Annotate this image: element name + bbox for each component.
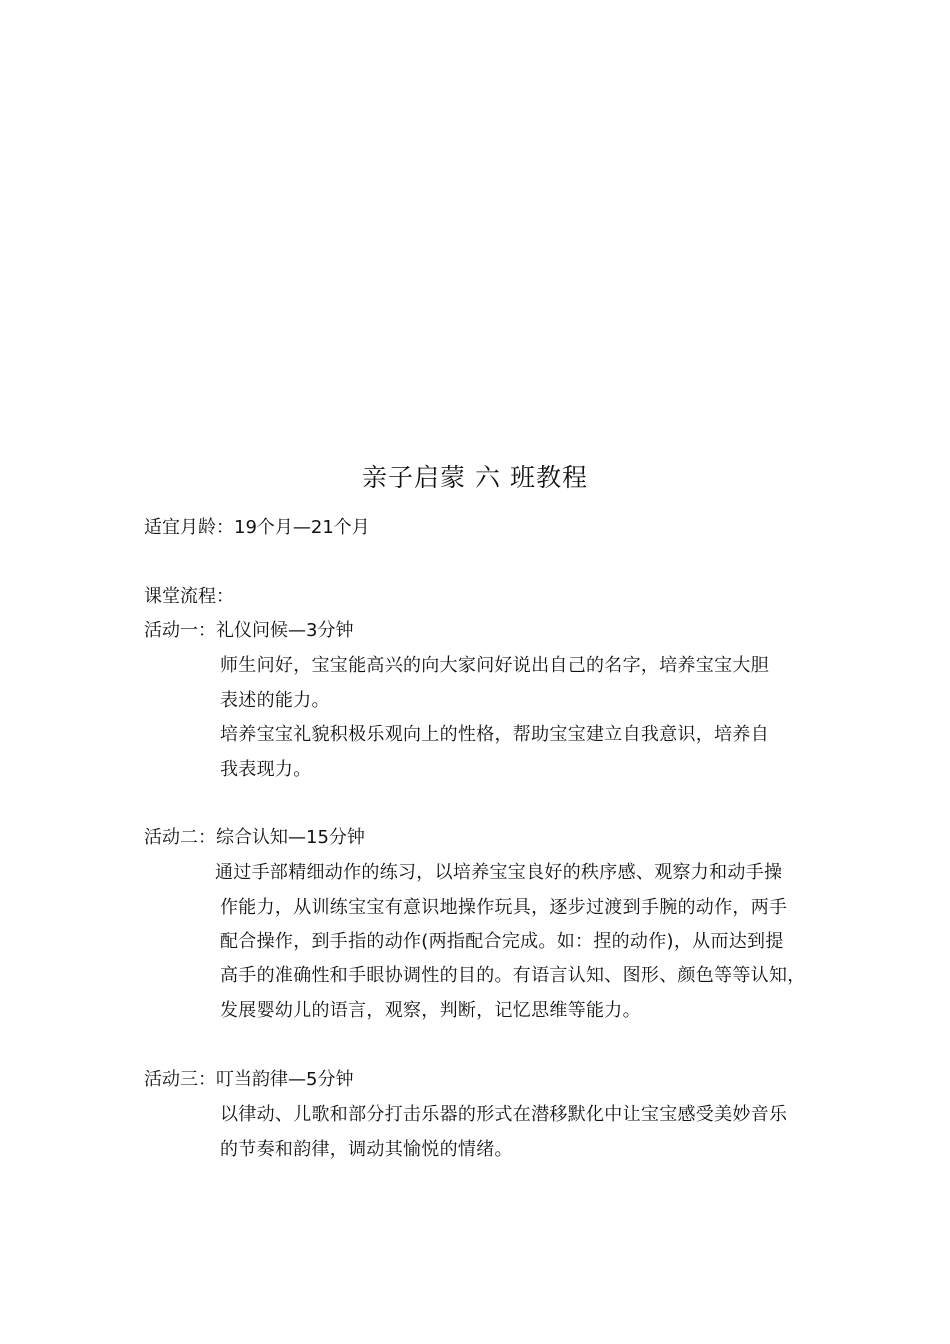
activity-2-line-4: 高手的准确性和手眼协调性的目的。有语言认知、图形、颜色等等认知， xyxy=(220,965,806,986)
activity-1-line-2: 表述的能力。 xyxy=(220,690,330,711)
activity-2-line-2: 作能力，从训练宝宝有意识地操作玩具，逐步过渡到手腕的动作，两手 xyxy=(220,897,788,918)
activity-3-line-2: 的节奏和韵律，调动其愉悦的情绪。 xyxy=(220,1139,513,1160)
activity-2-line-5: 发展婴幼儿的语言，观察，判断，记忆思维等能力。 xyxy=(220,1000,641,1021)
activity-1-heading: 活动一：礼仪问候—3分钟 xyxy=(144,620,354,641)
activity-3-line-1: 以律动、儿歌和部分打击乐器的形式在潜移默化中让宝宝感受美妙音乐 xyxy=(220,1104,788,1125)
age-range-line: 适宜月龄：19个月—21个月 xyxy=(144,517,370,538)
activity-1-line-4: 我表现力。 xyxy=(220,759,312,780)
activity-3-heading: 活动三：叮当韵律—5分钟 xyxy=(144,1069,354,1090)
activity-2-line-1: 通过手部精细动作的练习，以培养宝宝良好的秩序感、观察力和动手操 xyxy=(215,862,783,883)
activity-2-line-3: 配合操作，到手指的动作(两指配合完成。如：捏的动作)，从而达到提 xyxy=(220,931,784,952)
activity-1-line-3: 培养宝宝礼貌积极乐观向上的性格，帮助宝宝建立自我意识，培养自 xyxy=(220,724,769,745)
activity-2-heading: 活动二：综合认知—15分钟 xyxy=(144,827,365,848)
activity-1-line-1: 师生问好，宝宝能高兴的向大家问好说出自己的名字，培养宝宝大胆 xyxy=(220,655,769,676)
process-label: 课堂流程： xyxy=(144,586,234,607)
document-title: 亲子启蒙 六 班教程 xyxy=(362,463,588,492)
